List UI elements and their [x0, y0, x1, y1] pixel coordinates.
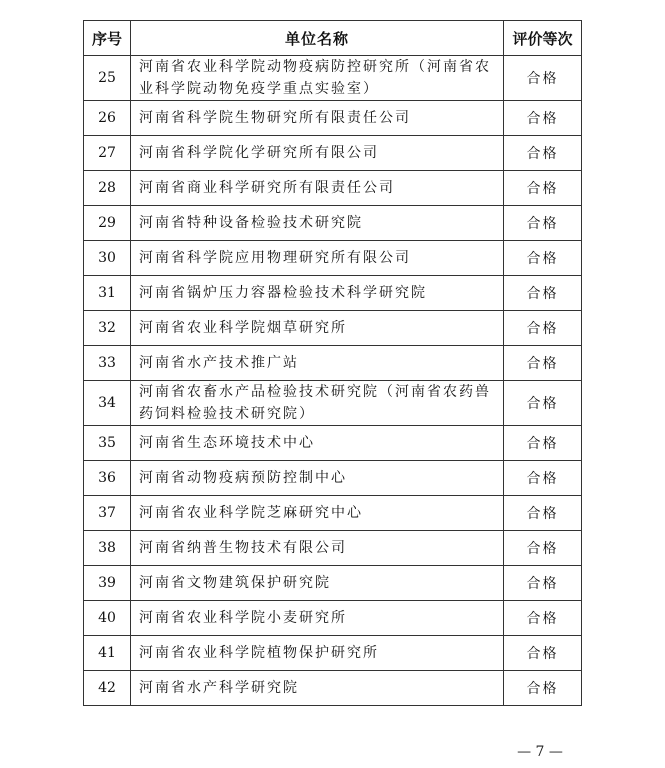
- table-row: [84, 276, 582, 311]
- table-row: [84, 56, 582, 101]
- row-number: 31: [84, 276, 131, 311]
- table-row: [84, 671, 582, 706]
- row-name: 河南省农畜水产品检验技术研究院（河南省农药兽药饲料检验技术研究院）: [131, 381, 504, 426]
- row-grade: 合格: [504, 276, 582, 311]
- table-row: [84, 636, 582, 671]
- table-row: [84, 136, 582, 171]
- row-grade: 合格: [504, 461, 582, 496]
- row-name: 河南省纳普生物技术有限公司: [131, 531, 504, 566]
- row-number: 39: [84, 566, 131, 601]
- row-number: 37: [84, 496, 131, 531]
- row-number: 40: [84, 601, 131, 636]
- table-row: [84, 496, 582, 531]
- table-row: [84, 311, 582, 346]
- row-grade: 合格: [504, 531, 582, 566]
- row-grade: 合格: [504, 636, 582, 671]
- row-number: 42: [84, 671, 131, 706]
- row-grade: 合格: [504, 56, 582, 101]
- row-number: 28: [84, 171, 131, 206]
- row-grade: 合格: [504, 601, 582, 636]
- row-number: 38: [84, 531, 131, 566]
- row-number: 30: [84, 241, 131, 276]
- table-row: [84, 566, 582, 601]
- table-row: [84, 171, 582, 206]
- table-row: [84, 426, 582, 461]
- header-number: 序号: [84, 21, 131, 56]
- table-header: [84, 21, 582, 56]
- row-grade: 合格: [504, 671, 582, 706]
- table-row: [84, 381, 582, 426]
- row-grade: 合格: [504, 136, 582, 171]
- row-grade: 合格: [504, 241, 582, 276]
- evaluation-table-container: [83, 20, 581, 706]
- row-number: 27: [84, 136, 131, 171]
- header-grade: 评价等次: [504, 21, 582, 56]
- row-grade: 合格: [504, 311, 582, 346]
- table-row: [84, 531, 582, 566]
- row-grade: 合格: [504, 171, 582, 206]
- row-number: 41: [84, 636, 131, 671]
- row-name: 河南省科学院生物研究所有限责任公司: [131, 101, 504, 136]
- row-name: 河南省特种设备检验技术研究院: [131, 206, 504, 241]
- row-name: 河南省动物疫病预防控制中心: [131, 461, 504, 496]
- evaluation-table: [83, 20, 582, 706]
- row-name: 河南省商业科学研究所有限责任公司: [131, 171, 504, 206]
- row-grade: 合格: [504, 566, 582, 601]
- row-grade: 合格: [504, 496, 582, 531]
- row-number: 35: [84, 426, 131, 461]
- page-number: — 7 —: [517, 744, 563, 760]
- row-name: 河南省农业科学院芝麻研究中心: [131, 496, 504, 531]
- row-name: 河南省科学院应用物理研究所有限公司: [131, 241, 504, 276]
- row-name: 河南省生态环境技术中心: [131, 426, 504, 461]
- table-body: [84, 56, 582, 706]
- row-name: 河南省水产技术推广站: [131, 346, 504, 381]
- table-row: [84, 461, 582, 496]
- table-row: [84, 601, 582, 636]
- row-grade: 合格: [504, 346, 582, 381]
- table-row: [84, 206, 582, 241]
- row-number: 29: [84, 206, 131, 241]
- row-grade: 合格: [504, 101, 582, 136]
- table-row: [84, 241, 582, 276]
- row-name: 河南省文物建筑保护研究院: [131, 566, 504, 601]
- row-number: 32: [84, 311, 131, 346]
- row-name: 河南省农业科学院小麦研究所: [131, 601, 504, 636]
- header-row: [84, 21, 582, 56]
- row-grade: 合格: [504, 381, 582, 426]
- row-name: 河南省锅炉压力容器检验技术科学研究院: [131, 276, 504, 311]
- row-number: 36: [84, 461, 131, 496]
- table-row: [84, 101, 582, 136]
- row-number: 34: [84, 381, 131, 426]
- row-number: 26: [84, 101, 131, 136]
- row-grade: 合格: [504, 426, 582, 461]
- row-name: 河南省科学院化学研究所有限公司: [131, 136, 504, 171]
- row-number: 25: [84, 56, 131, 101]
- header-name: 单位名称: [131, 21, 504, 56]
- row-grade: 合格: [504, 206, 582, 241]
- row-number: 33: [84, 346, 131, 381]
- row-name: 河南省水产科学研究院: [131, 671, 504, 706]
- table-row: [84, 346, 582, 381]
- row-name: 河南省农业科学院烟草研究所: [131, 311, 504, 346]
- row-name: 河南省农业科学院动物疫病防控研究所（河南省农业科学院动物免疫学重点实验室）: [131, 56, 504, 101]
- row-name: 河南省农业科学院植物保护研究所: [131, 636, 504, 671]
